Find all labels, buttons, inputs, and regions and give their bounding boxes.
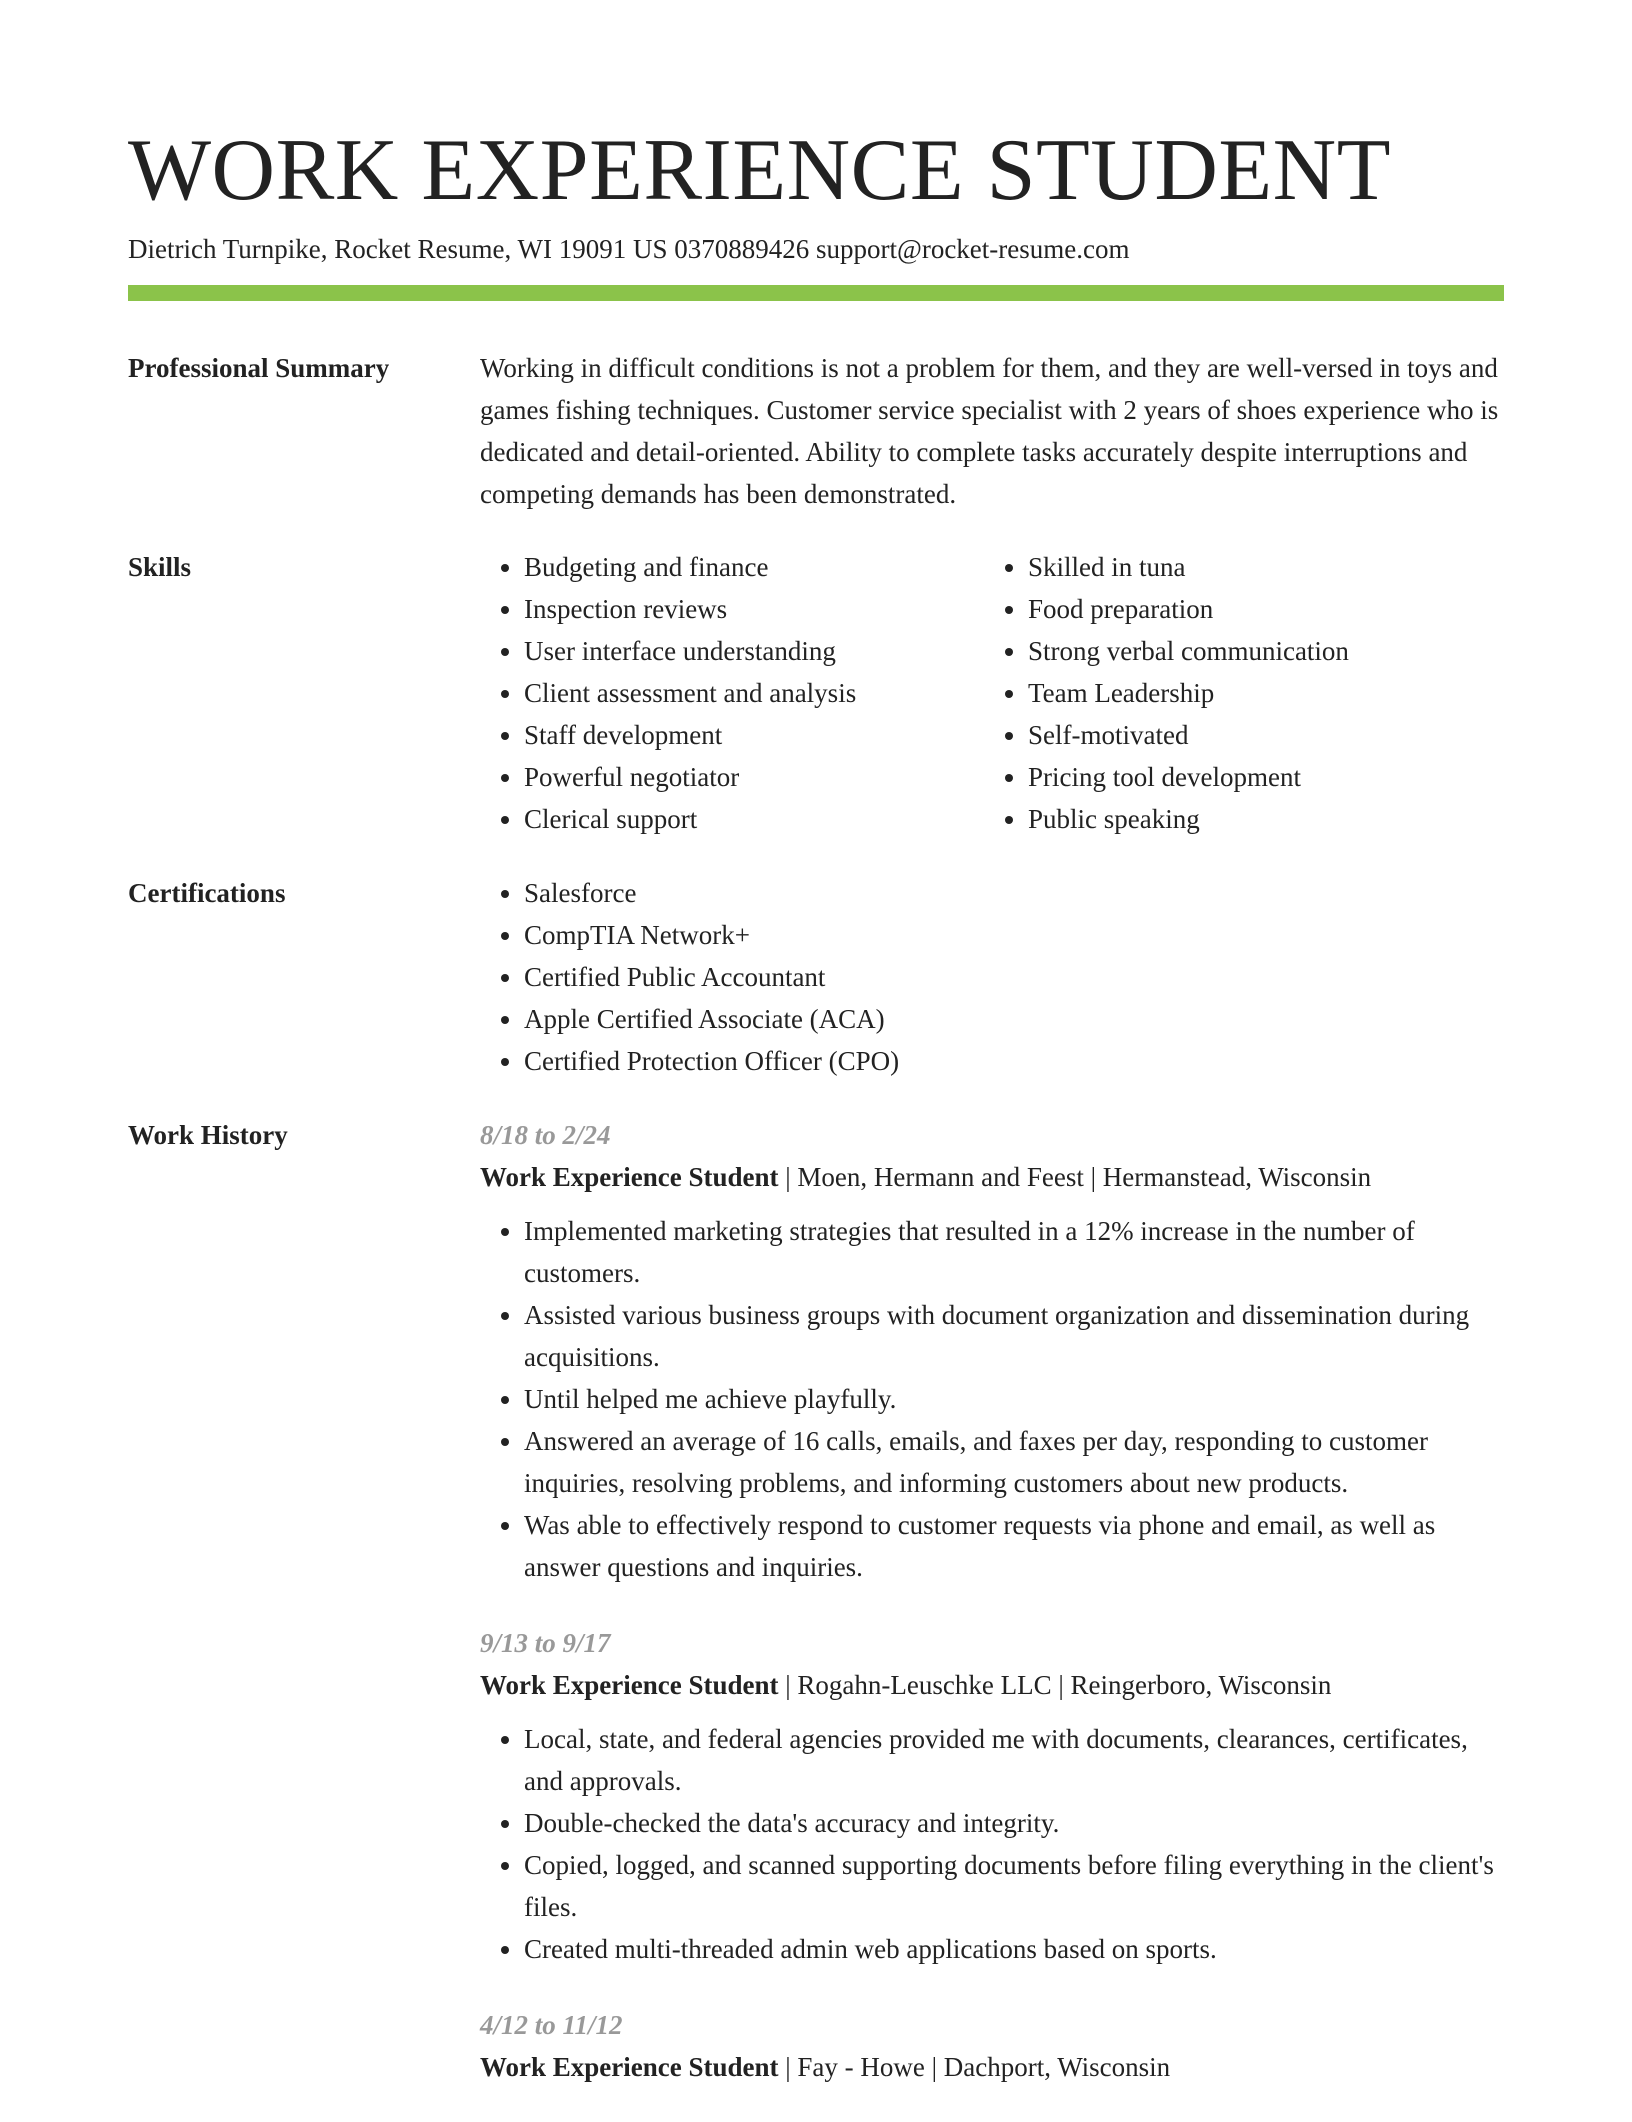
skill-item: • Powerful negotiator [524, 756, 984, 798]
skill-item: • Inspection reviews [524, 588, 984, 630]
job-employer-location: | Fay - Howe | Dachport, Wisconsin [778, 2052, 1171, 2082]
skill-item: • Clerical support [524, 798, 984, 840]
skill-item: • Client assessment and analysis [524, 672, 984, 714]
candidate-name: WORK EXPERIENCE STUDENT [128, 122, 1391, 219]
job-entry [480, 1114, 1504, 1588]
skill-item: • Skilled in tuna [1028, 546, 1488, 588]
skills-list-right [984, 546, 1488, 840]
skill-item: • Staff development [524, 714, 984, 756]
job-heading [480, 1664, 1504, 1706]
certification-item: • Certified Protection Officer (CPO) [524, 1040, 1504, 1082]
job-bullet: • Implemented marketing strategies that resulted in a 12% increase in the number of customers. [524, 1210, 1504, 1294]
summary-label: Professional Summary [128, 353, 390, 383]
skill-item: • Pricing tool development [1028, 756, 1488, 798]
job-bullets [480, 1718, 1504, 1970]
contact-line: Dietrich Turnpike, Rocket Resume, WI 19091 US 0370889426 support@rocket-resume.com [128, 234, 1130, 264]
skills-list-left [480, 546, 984, 840]
skill-item: • Self-motivated [1028, 714, 1488, 756]
job-bullet: • Local, state, and federal agencies provided me with documents, clearances, certificates, and approvals. [524, 1718, 1504, 1802]
job-employer-location: | Rogahn-Leuschke LLC | Reingerboro, Wisconsin [778, 1670, 1332, 1700]
job-bullet: • Answered an average of 16 calls, emails, and faxes per day, responding to customer inquiries, resolving problems, and informing customers about new products. [524, 1420, 1504, 1504]
job-bullet: • Until helped me achieve playfully. [524, 1378, 1504, 1420]
summary-text: Working in difficult conditions is not a problem for them, and they are well-versed in toys and games fishing techniques. Customer service specialist with 2 years of shoes experience who is dedicated and detail-oriented. Ability to complete tasks accurately despite interruptions and competing demands has been demonstrated. [480, 353, 1499, 509]
job-title: Work Experience Student [480, 1162, 779, 1192]
certifications-label: Certifications [128, 878, 286, 908]
skill-item: • Food preparation [1028, 588, 1488, 630]
job-bullet: • Created multi-threaded admin web applications based on sports. [524, 1928, 1504, 1970]
certification-item: • CompTIA Network+ [524, 914, 1504, 956]
job-employer-location: | Moen, Hermann and Feest | Hermanstead, Wisconsin [778, 1162, 1372, 1192]
skill-item: • User interface understanding [524, 630, 984, 672]
job-entry [480, 2004, 1504, 2088]
job-bullet: • Assisted various business groups with document organization and dissemination during acquisitions. [524, 1294, 1504, 1378]
certification-item: • Apple Certified Associate (ACA) [524, 998, 1504, 1040]
work-history-label: Work History [128, 1120, 288, 1150]
accent-divider [128, 285, 1504, 301]
certifications-list [480, 872, 1504, 1082]
certification-item: • Salesforce [524, 872, 1504, 914]
job-title: Work Experience Student [480, 2052, 779, 2082]
job-heading [480, 1156, 1504, 1198]
job-date: 9/13 to 9/17 [480, 1628, 611, 1658]
job-title: Work Experience Student [480, 1670, 779, 1700]
skill-item: • Public speaking [1028, 798, 1488, 840]
job-bullets [480, 1210, 1504, 1588]
job-heading [480, 2046, 1504, 2088]
skills-label: Skills [128, 552, 192, 582]
skill-item: • Strong verbal communication [1028, 630, 1488, 672]
job-date: 4/12 to 11/12 [480, 2010, 623, 2040]
job-bullet: • Double-checked the data's accuracy and integrity. [524, 1802, 1504, 1844]
certification-item: • Certified Public Accountant [524, 956, 1504, 998]
job-bullet: • Was able to effectively respond to customer requests via phone and email, as well as answer questions and inquiries. [524, 1504, 1504, 1588]
job-bullet: • Copied, logged, and scanned supporting documents before filing everything in the client's files. [524, 1844, 1504, 1928]
skill-item: • Budgeting and finance [524, 546, 984, 588]
job-date: 8/18 to 2/24 [480, 1120, 611, 1150]
skill-item: • Team Leadership [1028, 672, 1488, 714]
job-entry [480, 1622, 1504, 1970]
